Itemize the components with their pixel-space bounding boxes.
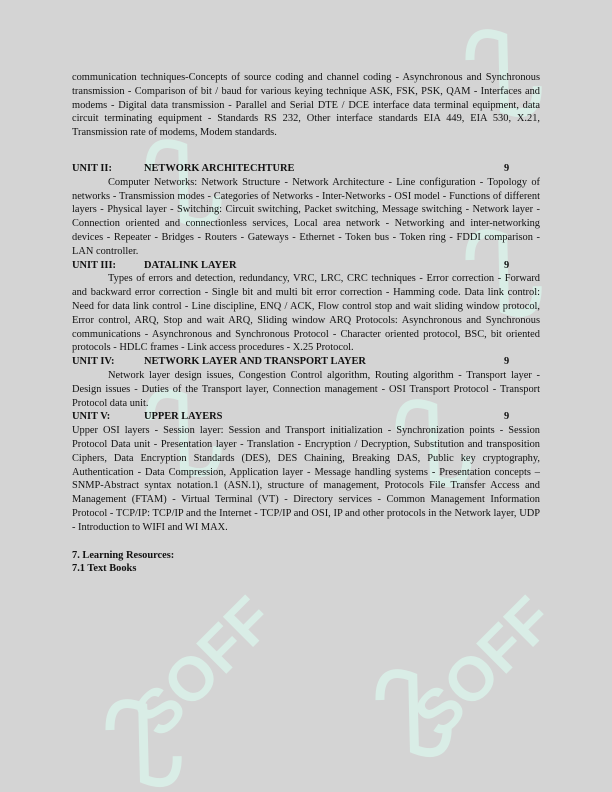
unit-section [72, 259, 540, 356]
unit-body: Computer Networks: Network Structure - Network Architecture - Line configuration - Topology of networks - Transmission modes - Categories of Networks - Inter-Networks - OSI model - Functions of different layers - Physical layer - Switching: Circuit switching, Packet switching, Message switching - Network layer - Connection oriented and connectionless services, Local area network - Networking and inter-networking devices - Repeater - Bridges - Routers - Gateways - Ethernet - Token bus - Token ring - FDDI comparison - LAN controller. [72, 176, 540, 257]
unit-body: Network layer design issues, Congestion Control algorithm, Routing algorithm - Transport layer - Design issues - Duties of the Transport layer, Connection management - OSI Transport Protocol - Transport Protocol data unit. [72, 369, 540, 409]
text-books-heading: 7.1 Text Books [72, 563, 137, 575]
unit-label: UNIT II: [72, 162, 112, 174]
learning-resources-heading: 7. Learning Resources: [72, 549, 175, 561]
unit-section [72, 162, 540, 259]
watermark-text: SOFF [121, 584, 287, 750]
unit-body: Upper OSI layers - Session layer: Session and Transport initialization - Synchronization points - Session Protocol Data unit - Presentation layer - Translation - Encryption / Decryption, Substitution and transposition Ciphers, Data Encryption Standards (DES), DES Chaining, Breaking DAS, Public key cryptography, Authentication - Data Compression, Application layer - Message handling systems - Presentation concepts – SNMP-Abstract syntax notation.1 (ASN.1), structure of management, Protocols File Transfer Access and Management (FTAM) - Virtual Terminal (VT) - Directory services - Common Management Information Protocol - TCP/IP: TCP/IP and the Internet - TCP/IP and OSI, IP and other protocols in the Network layer, UDP - Introduction to WIFI and WI MAX. [72, 425, 540, 533]
intro-paragraph: communication techniques-Concepts of source coding and channel coding - Asynchronous and Synchronous transmission - Comparison of bit / baud for various keying technique ASK, FSK, PSK, QAM - Interfaces and modems - Digital data transmission - Parallel and Serial DTE / DCE interface data terminal equipment, data circuit terminating equipment - Standards RS 232, Other interface standards EIA 449, EIA 530, X.21, Transmission rate of modems, Modem standards. [72, 72, 540, 139]
unit-label: UNIT IV: [72, 356, 115, 368]
document-body [72, 71, 540, 576]
unit-heading [72, 355, 540, 369]
unit-label: UNIT V: [72, 411, 111, 423]
unit-hours: 9 [504, 356, 510, 368]
unit-title: UPPER LAYERS [144, 411, 223, 423]
unit-heading [72, 162, 540, 176]
unit-heading [72, 259, 540, 273]
watermark-text: SOFF [401, 584, 567, 750]
unit-title: NETWORK ARCHITECHTURE [144, 162, 295, 174]
unit-heading [72, 410, 540, 424]
unit-hours: 9 [504, 259, 510, 271]
unit-hours: 9 [504, 162, 510, 174]
unit-hours: 9 [504, 411, 510, 423]
unit-section [72, 410, 540, 534]
unit-label: UNIT III: [72, 259, 116, 271]
unit-section [72, 355, 540, 410]
unit-title: DATALINK LAYER [144, 259, 237, 271]
unit-body: Types of errors and detection, redundancy, VRC, LRC, CRC techniques - Error correction - Forward and backward error correction - Single bit and multi bit error correction - Hamming code. Data link control: Need for data link control - Line discipline, ENQ / ACK, Flow control stop and wait sliding window protocol, Error control, ARQ, Stop and wait ARQ, Sliding window ARQ Protocols: Asynchronous and Synchronous communications - Asynchronous and Synchronous Protocol - Character oriented protocol, BSC, bit oriented protocols - HDLC frames - Link access procedures - X.25 Protocol. [72, 273, 540, 354]
unit-title: NETWORK LAYER AND TRANSPORT LAYER [144, 356, 366, 368]
